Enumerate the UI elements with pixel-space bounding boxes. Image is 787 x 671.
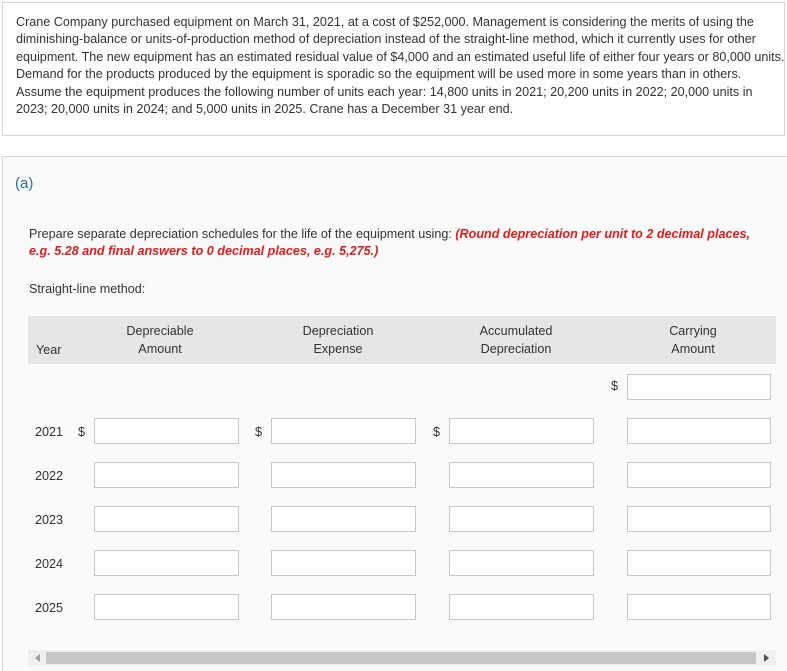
header-depreciable-line1: Depreciable [126, 324, 194, 338]
accumulated-depreciation-input-2021[interactable] [449, 418, 594, 444]
header-expense [283, 322, 393, 358]
carrying-amount-input-2025[interactable] [627, 594, 771, 620]
header-accumulated-line2: Depreciation [480, 342, 552, 356]
scroll-left-icon[interactable] [35, 654, 40, 662]
header-expense-line1: Depreciation [302, 324, 374, 338]
header-depreciable-line2: Amount [138, 342, 182, 356]
accumulated-depreciation-input-2022[interactable] [449, 462, 594, 488]
year-label: 2025 [35, 601, 64, 615]
currency-sign: $ [255, 425, 263, 439]
year-label: 2023 [35, 513, 64, 527]
instructions [29, 226, 769, 260]
accumulated-depreciation-input-2023[interactable] [449, 506, 594, 532]
carrying-amount-input-2024[interactable] [627, 550, 771, 576]
depreciable-amount-input-2025[interactable] [94, 594, 239, 620]
header-expense-line2: Expense [313, 342, 363, 356]
carrying-amount-input-2022[interactable] [627, 462, 771, 488]
depreciable-amount-input-2024[interactable] [94, 550, 239, 576]
carrying-amount-input-2021[interactable] [627, 418, 771, 444]
header-accumulated-line1: Accumulated [479, 324, 553, 338]
rounding-note: (Round depreciation per unit to 2 decimal places, e.g. 5.28 and final answers to 0 decimal places, e.g. 5,275.) [29, 227, 750, 258]
scrollbar-thumb[interactable] [46, 652, 756, 664]
problem-box [2, 2, 785, 136]
depreciation-expense-input-2024[interactable] [271, 550, 416, 576]
part-label: (a) [15, 175, 34, 192]
carrying-amount-input-2023[interactable] [627, 506, 771, 532]
header-depreciable [110, 322, 210, 358]
header-year: Year [36, 343, 62, 357]
header-carrying-line1: Carrying [669, 324, 717, 338]
year-label: 2021 [35, 425, 64, 439]
year-label: 2024 [35, 557, 64, 571]
depreciation-expense-input-2025[interactable] [271, 594, 416, 620]
depreciation-expense-input-2022[interactable] [271, 462, 416, 488]
horizontal-scrollbar[interactable] [28, 650, 776, 666]
method-label: Straight-line method: [29, 282, 146, 296]
scroll-right-icon[interactable] [764, 654, 769, 662]
initial-carrying-amount-input[interactable] [627, 374, 771, 400]
depreciation-expense-input-2023[interactable] [271, 506, 416, 532]
accumulated-depreciation-input-2024[interactable] [449, 550, 594, 576]
accumulated-depreciation-input-2025[interactable] [449, 594, 594, 620]
depreciable-amount-input-2023[interactable] [94, 506, 239, 532]
year-label: 2022 [35, 469, 64, 483]
depreciation-expense-input-2021[interactable] [271, 418, 416, 444]
currency-sign: $ [78, 425, 86, 439]
problem-text: Crane Company purchased equipment on March 31, 2021, at a cost of $252,000. Management is considering the merits of using the diminishing-balance or units-of-production method of depreciation instead of the straight-line method, which it currently uses for other equipment. The new equipment has an estimated residual value of $4,000 and an estimated useful life of either four years or 80,000 units. Demand for the products produced by the equipment is sporadic so the equipment will be used more in some years than in others. Assume the equipment produces the following number of units each year: 14,800 units in 2021; 20,200 units in 2022; 20,000 units in 2023; 20,000 units in 2024; and 5,000 units in 2025. Crane has a December 31 year end. [16, 15, 785, 117]
depreciable-amount-input-2022[interactable] [94, 462, 239, 488]
instruction-text: Prepare separate depreciation schedules for the life of the equipment using: [29, 227, 456, 241]
header-accumulated [461, 322, 571, 358]
header-carrying [643, 322, 743, 358]
currency-sign: $ [433, 425, 441, 439]
header-carrying-line2: Amount [671, 342, 715, 356]
depreciable-amount-input-2021[interactable] [94, 418, 239, 444]
currency-sign: $ [611, 379, 619, 393]
